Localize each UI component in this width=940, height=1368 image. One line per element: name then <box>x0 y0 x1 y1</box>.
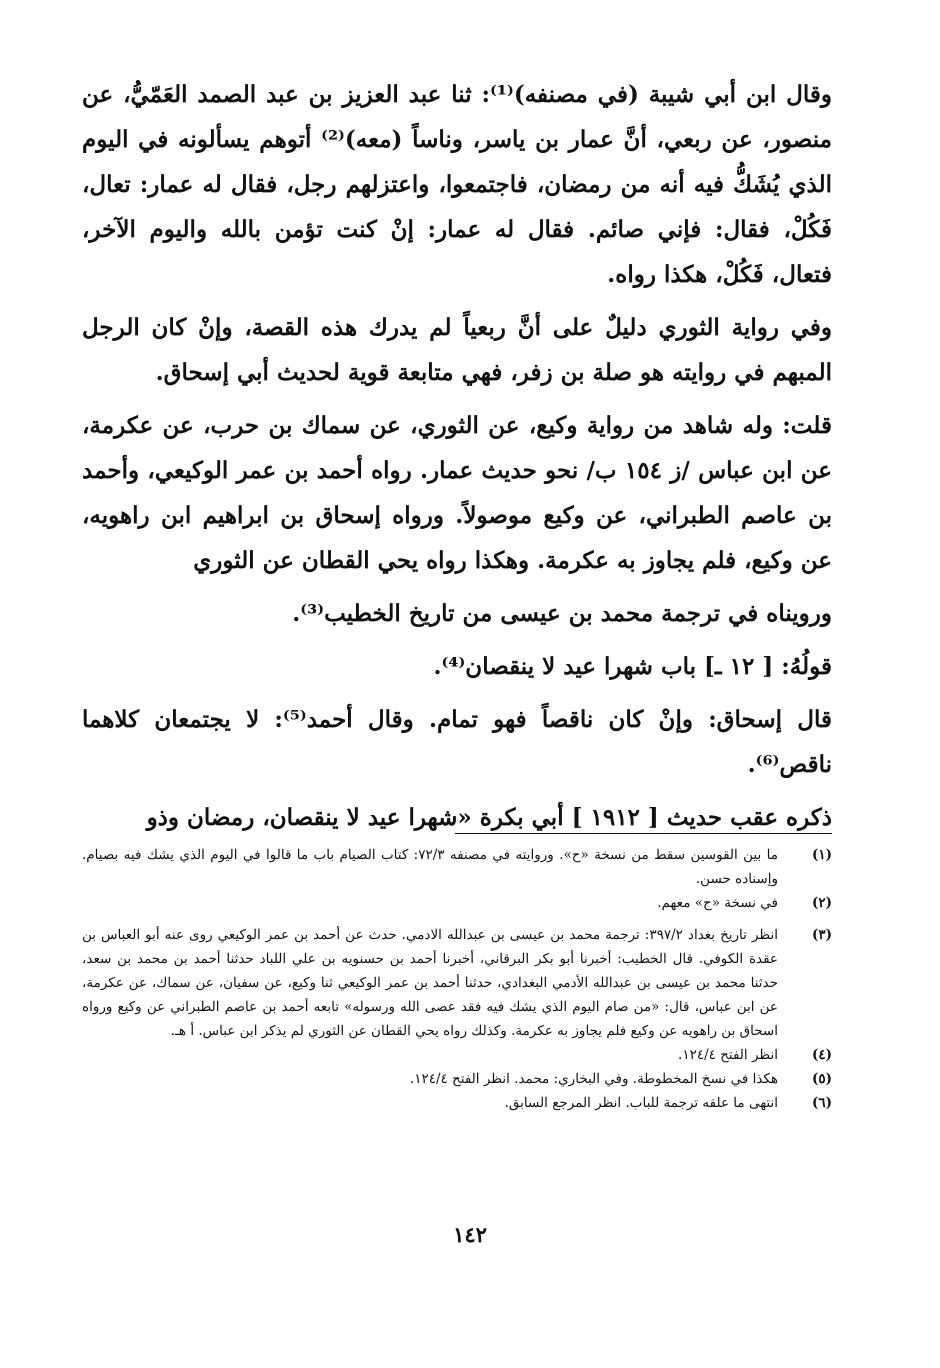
footnote-1 <box>82 843 832 891</box>
footnote-number: (٥) <box>811 1071 832 1087</box>
footnote-3 <box>82 923 832 1043</box>
footnote-text: انظر تاريخ بغداد ٣٩٧/٢: ترجمة محمد بن عيسى بن عبدالله الادمي. حدث عن أحمد بن عمر الوكيعي روى عنه أبو العباس بن عقدة الكوفي. قال الخطيب: أخبرنا أبو بكر البرقاني، أخبرنا أحمد بن حسنويه بن علي اللباد حدثنا أحمد بن محمد بن سعد، حدثنا محمد بن عيسى بن عبدالله الأدمي البغدادي، حدثنا أحمد بن عمر الوكيعي ثنا وكيع، عن سفيان، عن سماك، عن عكرمة، عن ابن عباس، قال: «من صام اليوم الذي يشك فيه فقد عصى الله ورسوله» تابعه أحمد بن عاصم الطبراني عن وكيع ورواه اسحاق بن راهويه عن وكيع فلم يجاوز به عكرمة. وكذلك رواه يحي القطان عن الثوري لم يذكر ابن عباس. أ هـ. <box>82 927 778 1039</box>
footnote-text: ما بين القوسين سقط من نسخة «ح». وروايته في مصنفه ٧٢/٣: كتاب الصيام باب ما قالوا في اليوم الذي يشك فيه بصيام. وإسناده حسن. <box>82 847 778 887</box>
footnote-number: (٣) <box>811 927 832 943</box>
footnote-text: انظر الفتح ١٢٤/٤. <box>678 1047 778 1063</box>
paragraph-ishaq-ahmad: قال إسحاق: وإنْ كان ناقصاً فهو تمام. وقال أحمد⁽⁵⁾: لا يجتمعان كلاهما ناقص⁽⁶⁾. <box>82 706 832 778</box>
footnote-number: (٢) <box>811 895 832 911</box>
footnote-text: في نسخة «ح» معهم. <box>657 895 778 911</box>
footnote-5 <box>82 1067 832 1091</box>
paragraph-waki-witness: قلت: وله شاهد من رواية وكيع، عن الثوري، عن سماك بن حرب، عن عكرمة، عن ابن عباس /ز ١٥٤ ب/ نحو حديث عمار. رواه أحمد بن عمر الوكيعي، وأحمد بن عاصم الطبراني، عن وكيع موصولاً. ورواه إسحاق بن ابراهيم ابن راهويه، عن وكيع، فلم يجاوز به عكرمة. وهكذا رواه يحي القطان عن الثوري <box>82 412 832 574</box>
footnote-number: (٦) <box>811 1095 832 1111</box>
footnote-number: (٤) <box>811 1047 832 1063</box>
footnote-6 <box>82 1091 832 1115</box>
paragraph-thawri-narration: وفي رواية الثوري دليلٌ على أنَّ ربعياً لم يدرك هذه القصة، وإنْ كان الرجل المبهم في روايته هو صلة بن زفر، فهي متابعة قوية لحديث أبي إسحاق. <box>82 314 833 386</box>
footnote-text: هكذا في نسخ المخطوطة. وفي البخاري: محمد. انظر الفتح ١٢٤/٤. <box>409 1071 778 1087</box>
chapter-heading: قولُهُ: [ ١٢ ـ] باب شهرا عيد لا ينقصان⁽⁴⁾. <box>433 653 832 680</box>
footnote-4 <box>82 1043 832 1067</box>
main-text <box>82 72 832 848</box>
footnote-2 <box>82 891 832 915</box>
paragraph-abu-bakra: ذكره عقب حديث [ ١٩١٢ ] أبي بكرة «شهرا عيد لا ينقصان، رمضان وذو <box>146 804 832 831</box>
footnote-text: انتهى ما علقه ترجمة للباب. انظر المرجع السابق. <box>504 1095 778 1111</box>
footnote-separator <box>455 833 832 834</box>
paragraph-khatib-reference: ورويناه في ترجمة محمد بن عيسى من تاريخ الخطيب⁽³⁾. <box>292 600 832 627</box>
page-number: ١٤٢ <box>453 1222 487 1247</box>
footnotes <box>82 843 832 1115</box>
footnote-number: (١) <box>811 847 832 863</box>
paragraph-ibn-abi-shaybah: وقال ابن أبي شيبة (في مصنفه)⁽¹⁾: ثنا عبد العزيز بن عبد الصمد العَمّيُّ، عن منصور، عن ربعي، أنَّ عمار بن ياسر، وناساً (معه)⁽²⁾ أتوهم يسألونه في اليوم الذي يُشَكُّ فيه أنه من رمضان، فاجتمعوا، واعتزلهم رجل، فقال له عمار: تعال، فَكُلْ، فقال: فإني صائم. فقال له عمار: إنْ كنت تؤمن بالله واليوم الآخر، فتعال، فَكُلْ، هكذا رواه. <box>82 81 832 288</box>
